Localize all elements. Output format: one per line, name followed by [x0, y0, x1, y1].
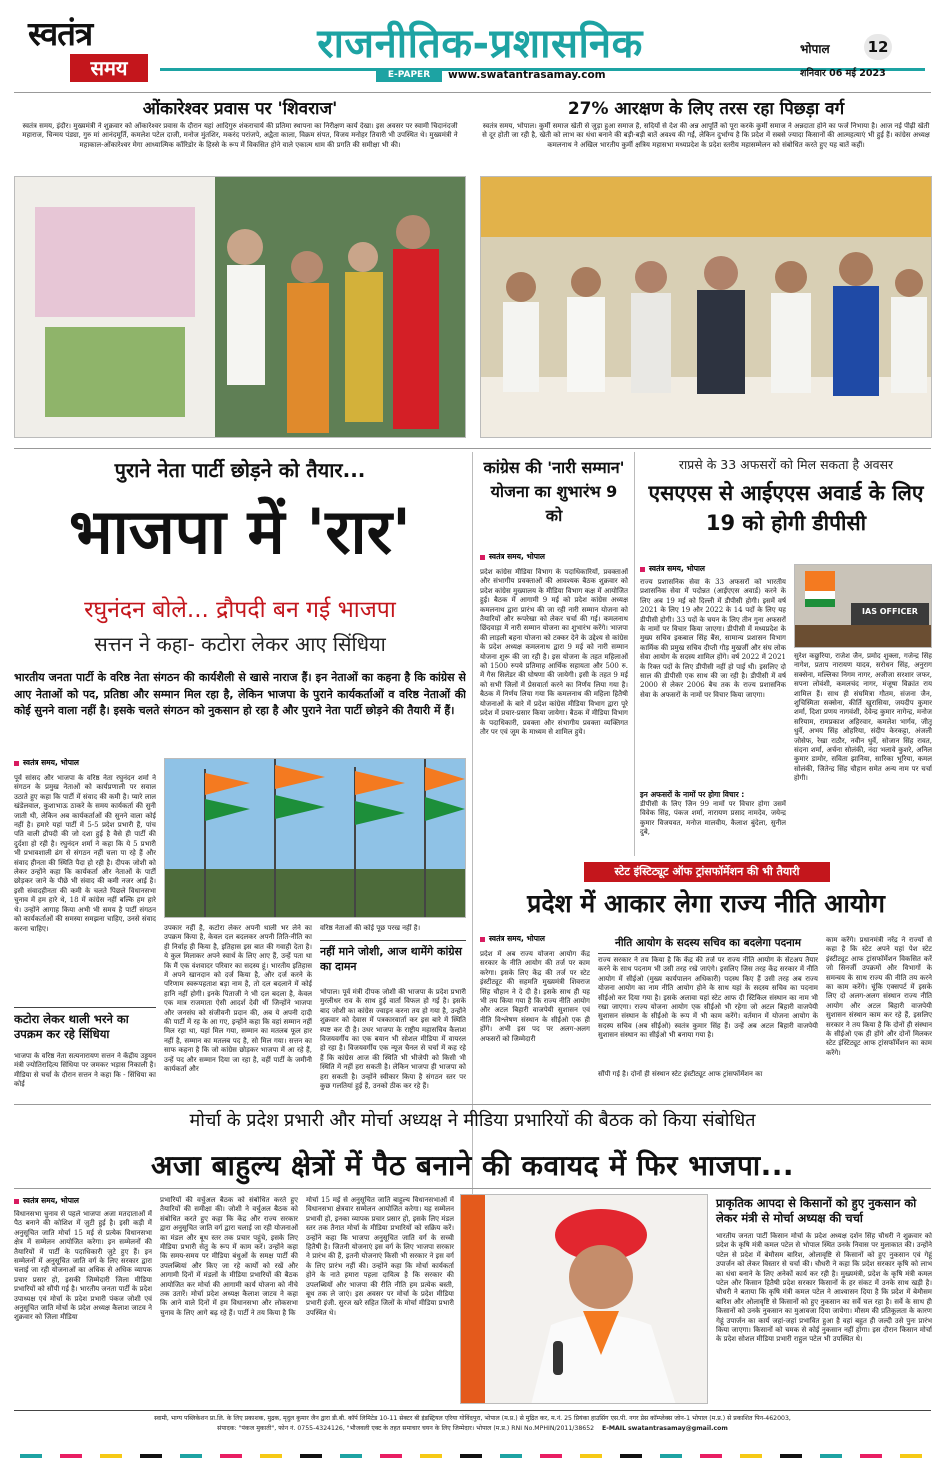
story-kisan-body: भारतीय जनता पार्टी किसान मोर्चा के प्रदेश अध्यक्ष दर्शन सिंह चौधरी ने शुक्रवार को प्रदेश के कृषि मंत्री कमल पटेल से भोपाल स्थित उनके निवास पर मुलाकात की। उन्होंने पटेल से प्रदेश में बेमौसम बारिश, ओलावृष्टि से किसानों को हुए नुकसान एवं गेहूं उपार्जन को लेकर विस्तार से चर्चा की। चौधरी ने कहा कि प्रदेश सरकार कृषि को लाभ का धंधा बनाने के लिए अनेकों कार्य कर रही है। मुख्यमंत्री, प्रदेश के कृषि मंत्री कमल पटेल और किसान हितैषी प्रदेश सरकार किसानों के हर संकट में उनके साथ खड़ी है। चौधरी ने बताया कि कृषि मंत्री कमल पटेल ने आश्वासन दिया है कि प्रदेश में बेमौसम बारिश और ओलावृष्टि से किसानों को हुए नुकसान का सर्वे चल रहा है। सर्वे के साथ ही किसानों को उनके नुकसान का मुआवजा दिया जायेगा। मौसम की प्रतिकूलता के कारण गेहूं उपार्जन का कार्य जहां-जहां प्रभावित हुआ है वहां बहुत ही जल्दी उसे पुनः प्रारंभ किया जाएगा। किसानों को चमक से कोई नुकसान नहीं होगा। इस दौरान किसान मोर्चा के प्रदेश सोशल मीडिया प्रभारी राहुल पटेल भी उपस्थित थे। — [716, 1232, 932, 1344]
story-aja-kicker: मोर्चा के प्रदेश प्रभारी और मोर्चा अध्यक्ष ने मीडिया प्रभारियों की बैठक को किया संबोधित — [189, 1110, 756, 1131]
story-niti-footer-line: सौंपी गई है। दोनों ही संस्थान स्टेट इंस्टीट्यूट आफ ट्रांसफॉर्मेशन का — [598, 1070, 763, 1078]
logo-bottom: समय — [70, 54, 148, 82]
masthead — [0, 0, 945, 92]
story-ias-headline: एसएएस से आईएएस अवार्ड के लिए 19 को होगी डीपीसी — [648, 481, 924, 535]
story-ias-names: सुरेश कछुरिया, राजेश जैन, प्रमोद शुक्ला, गजेन्द्र सिंह नागेश, प्रताप नारायण यादव, सरोधन सिंह, अनुराग सक्सेना, मल्लिका निगम नागर, अजीजा सरशार जफर, सपना लोवंशी, कमलचंद नागर, मंजूषा विक्रांत राय शामिल हैं। साथ ही संघमित्रा गौतम, संजना जैन, शुचिस्मिता सक्सेना, कीर्ति खुरासिया, जयदीप कुमार शर्मा, दिशा प्रणय नागवंशी, देवेन्द्र कुमार नागेन्द्र, मनोज सरियाम, रामप्रकाश अहिरवार, कमलेश भार्गव, जीतू धुर्वे, अभय सिंह ओहरिया, संदीप केरकट्टा, अंजली जोसेफ, रेखा राठौर, नवीन धुर्वे, सोजान सिंह रावत, संदना शर्मा, अर्चना सोलंकी, नंदा भलावे कुशरे, अनिल कुमार डामोर, सविता झानिया, सारिका भूरिया, कमल सोलंकी, जितेन्द्र सिंह चौहान समेत अन्य नाम पर चर्चा होगी। — [794, 652, 932, 783]
box-katora-head: कटोरा लेकर थाली भरने का उपक्रम कर रहे सिंधिया — [14, 1007, 156, 1047]
city-label: भोपाल — [800, 42, 830, 56]
story-bjp-col1: पूर्व सांसद और भाजपा के वरिष्ठ नेता रघुनंदन शर्मा ने संगठन के प्रमुख नेताओं को कार्यप्रणाली पर सवाल उठाते हुए कहा कि पार्टी में संवाद की कमी है। प्यारे लाल खंडेलवाल, कुशाभाऊ ठाकरे के समय कार्यकर्ता की सुनी जाती थी, लेकिन अब कार्यकर्ताओं की सुनने वाला कोई नहीं है। हमारे यहां पार्टी में 5-5 प्रदेश प्रभारी हैं, पांच पति वाली द्रौपदी की जो दशा हुई है वैसे ही पार्टी की दुर्दशा हो रही है। रघुनंदन शर्मा ने कहा कि ये 5 प्रभारी भी प्रभावशाली ढंग से संगठन नहीं चला पा रहे हैं और संवाद हीनता की स्थिति पैदा हो रही है। दीपक जोशी को लेकर उन्होंने कहा कि कार्यकर्ता और नेताओं के पार्टी छोड़कर जाने के पीछे भी संवाद की कमी नजर आई है। इसी संवादहीनता की कमी के चलते पिछले विधानसभा चुनाव में हम हारे थे, 18 में कांग्रेस नहीं बल्कि हम हारे थे। उन्होंने आगाह किया अभी भी समय है पार्टी संगठन को कार्यकर्ताओं की समस्या समझना चाहिए, उनसे संवाद करना चाहिए। — [14, 774, 156, 933]
photo-ias-sign — [794, 564, 932, 648]
story-bjp-headline: भाजपा में 'रार' — [69, 495, 411, 568]
story-aja — [14, 1194, 454, 1402]
story-kisan-headline: प्राकृतिक आपदा से किसानों को हुए नुकसान को लेकर मंत्री से मोर्चा अध्यक्ष की चर्चा — [716, 1196, 917, 1225]
story-bjp-sub1: रघुनंदन बोले... द्रौपदी बन गई भाजपा — [84, 597, 396, 623]
story-nari-byline: स्वतंत्र समय, भोपाल — [480, 552, 545, 562]
story-aja-col1: विधानसभा चुनाव से पहले भाजपा अजा मतदाताओं में पैठ बनाने की कोशिश में जुटी हुई है। इसी कड़ी में अनुसूचित जाति मोर्चा 15 मई से प्रत्येक विधानसभा क्षेत्र में सम्मेलन आयोजित करेगा। इन सम्मेलनों की तैयारियों में पार्टी के पदाधिकारी जुटे हुए हैं। इन सम्मेलनों में अनुसूचित जाति वर्ग के लिए सरकार द्वारा चलाई जा रही योजनाओं का अधिक से अधिक व्यापक प्रचार प्रसार हो, इसकी जिम्मेदारी जिला मीडिया प्रभारियों को सौंपी गई है। भारतीय जनता पार्टी के प्रदेश उपाध्यक्ष एवं मोर्चा के प्रदेश प्रभारी पंकज जोशी एवं अनुसूचित जाति मोर्चा के प्रदेश अध्यक्ष कैलाश जाटव ने शुक्रवार को जिला मीडिया — [14, 1210, 152, 1322]
story-ias-body2: डीपीसी के लिए जिन 99 नामों पर विचार होगा उसमें विवेक सिंह, पंकज शर्मा, नारायण प्रसाद नामदेव, जयेन्द्र कुमार विजयवत, मनोज मालवीय, कैलाश बुंदेला, सुनील दुबे, — [640, 800, 786, 837]
page-number: 12 — [864, 34, 892, 60]
story-aja-headline: अजा बाहुल्य क्षेत्रों में पैठ बनाने की कवायद में फिर भाजपा... — [150, 1149, 795, 1182]
logo-top: स्वतंत्र — [28, 14, 93, 53]
story-bjp-col2: उपकार नहीं है, कटोरा लेकर अपनी थाली भर लेने का उपक्रम किया है, केवल दल बदलकर अपनी तिति-नीति का ही निर्वाह ही किया है, इतिहास इस बात की गवाही देता है। ये कुल मिलाकर अपने स्वार्थ के लिए आए हैं, उन्हें पता था कि मैं एक वंशवादर परिवार का सदस्य हूं। भारतीय इतिहास में अपने खानदान को दर्ज किया है, और दर्ज करने के परिणाम स्वरूपहताश बड़ा नाम है, तो दल बदलाने में कोई हानि नहीं होगी। इनके पिताजी ने भी दल बदला है, केवल एक मात्र राजमाता ऐसी आदर्श देवी थीं जिन्होंने भाजपा और जनसंघ को संजीवनी प्रदान की, अब ये अपनी दादी की पार्टी में रह के आ गए, इन्होंने कहा कि वहां सम्मान नहीं मिल रहा था, यहां मिल गया, सम्मान का मतलब फूल हार नहीं है, सम्मान का मतलब पद है, सो मिल गया। सत्तन का साफ कहना है कि जो कांग्रेस छोड़कर भाजपा में आ रहे हैं, उन्हें पद और सम्मान दिया जा रहा है, वहीं पार्टी के जमीनी कार्यकर्ता और — [164, 924, 312, 1074]
story-niti-kicker: स्टेट इंस्टिट्यूट ऑफ ट्रांसफॉर्मेशन की भी तैयारी — [584, 862, 830, 882]
story-ias-subhead: इन अफसरों के नामों पर होगा विचार : — [640, 790, 745, 799]
story-aja-col2: प्रभारियों की वर्चुअल बैठक को संबोधित करते हुए तैयारियों की समीक्षा की। जोशी ने वर्चुअल बैठक को संबोधित करते हुए कहा कि केंद्र और राज्य सरकार द्वारा अनुसूचित जाति वर्ग द्वारा चलाई जा रही योजनाओं का मंडल और बूथ स्तर तक प्रचार पहुंचे, इसके लिए मीडिया प्रभारी सेतु के रूप में काम करें। उन्होंने कहा कि समय-समय पर मीडिया बंधुओं के समक्ष पार्टी की उपलब्धियां और किए जा रहे कार्यों को रखें और आगामी दिनों में मंडलों के मीडिया प्रभारियों की बैठक आयोजित कर मोर्चा की आगामी कार्य योजना को नीचे तक उतारें। मोर्चा प्रदेश अध्यक्ष कैलाश जाटव ने कहा कि आने वाले दिनों में हम विधानसभा और लोकसभा चुनाव के लिए आगे बढ़ रहे हैं। पार्टी ने तय किया है कि — [160, 1196, 298, 1317]
story-ias-kicker: राप्रसे के 33 अफसरों को मिल सकता है अवसर — [678, 457, 894, 472]
box-niti-body: राज्य सरकार ने तय किया है कि केंद्र की तर्ज पर राज्य नीति आयोग के सेटअप तैयार करने के साथ पदनाम भी उसी तरह रखे जाएंगे। इसलिए जिस तरह केंद्र सरकार में नीति आयोग में सीईओ (मुख्य कार्यपालन अधिकारी) पदस्थ किए हैं उसी तरह अब राज्य योजना आयोग का नाम नीति आयोग होने के साथ यहां के सदस्य सचिव का पदनाम सीईओ कर दिया गया है। इसके अलावा यहां स्टेट आफ दी स्टिकिल संस्थान का नाम भी रखा जाएगा। राज्य योजना आयोग एक सीईओ भी रहेगा जो अटल बिहारी वाजपेयी सुशासन संस्थान के सीईओ के रूप में भी काम करेंगे। वर्तमान में योजना आयोग के सदस्य सचिव (अब सीईओ) स्वतंत्र कुमार सिंह हैं। उन्हें अब अटल बिहारी वाजपेयी सुशासन संस्थान का सीईओ भी बनाया गया है। — [598, 956, 818, 1040]
issue-date: शनिवार 06 मई 2023 — [800, 68, 886, 79]
box-niti-head: नीति आयोग के सदस्य सचिव का बदलेगा पदनाम — [598, 936, 818, 954]
footer-email-label: E-MAIL — [602, 1424, 627, 1432]
story-bjp-col3: भोपाल। पूर्व मंत्री दीपक जोशी की भाजपा के प्रदेश प्रभारी मुरलीधर राव के साथ हुई वार्ता विफल हो गई है। इसके बाद जोशी का कांग्रेस ज्वाइन करना तय हो गया है, उन्होंने शुक्रवार को देवास में पत्रकारवार्ता कर इस बारे में स्थिति स्पष्ट कर दी है। उधर भाजपा के राष्ट्रीय महासचिव कैलाश विजयवर्गीय का एक बयान भी सोशल मीडिया में वायरल हो रहा है। विजयवर्गीय एक न्यूज चैनल से चर्चा में कह रहे हैं कि कांग्रेस आज की स्थिति भी भीजेपी को किसी भी स्थिति में नहीं हरा सकती है। लेकिन भाजपा ही भाजपा को हरा सकती है। उन्होंने स्वीकार किया है संगठन स्तर पर कुछ गलतियां हुई हैं, उनको ठीक कर रहे हैं। — [320, 988, 466, 1091]
photo-bjp-flags — [164, 758, 466, 918]
box-joshi-head: नहीं माने जोशी, आज थामेंगे कांग्रेस का दामन — [320, 940, 466, 984]
story-niti-col3: काम करेंगे। प्रधानमंत्री नरेंद्र ने राज्यों से कहा है कि स्टेट अपने यहां पेश स्टेट इंस्टीट्यूट आफ ट्रांसफॉर्मेशन विकसित करें जो सिनर्जी उपक्रमों और विभागों के समन्वय के साथ राज्य की नीति तय करने का काम करेंगे। चूंकि एक्सपर्ट में इसके लिए दो अलग-अलग संस्थान राज्य नीति आयोग और अटल बिहारी वाजपेयी सुशासन संस्थान काम कर रहे हैं, इसलिए सरकार ने तय किया है कि दोनों ही संस्थान के सीईओ एक ही होंगे और दोनों मिलकर स्टेट इंस्टिट्यूट आफ ट्रांसफॉर्मेशन का काम करेंगे। — [826, 936, 932, 1057]
story-nari-body: प्रदेश कांग्रेस मीडिया विभाग के पदाधिकारियों, प्रवक्ताओं और संभागीय प्रवक्ताओं की आवश्यक बैठक शुक्रवार को प्रदेश कांग्रेस मुख्यालय के मीडिया विभाग कक्ष में आयोजित हुई। बैठक में आगामी 9 मई को प्रदेश कांग्रेस अध्यक्ष कमलनाथ द्वारा प्रारंभ की जा रही नारी सम्मान योजना को तैयारियों और रूपरेखा को लेकर चर्चा की गई। कमलनाथ छिंदवाड़ा में नारी सम्मान योजना का शुभारंभ करेंगे। भाजपा की लाड़ली बहना योजना को टक्कर देने के उद्देश्य से कांग्रेस के प्रदेश अध्यक्ष कमलनाथ द्वारा 9 मई को नारी सम्मान योजना शुरू की जा रही है। इस योजना के तहत महिलाओं को 1500 रुपये प्रतिमाह आर्थिक सहायता और 500 रु. में गैस सिलेंडर की घोषणा की जायेगी। इसी के तहत 9 मई को सभी जिलों में प्रेसवार्ता करने का निर्णय लिया गया है। बैठक में निर्णय लिया गया कि कमलनाथ की महिला हितैषी योजनाओं के बारे में प्रदेश कांग्रेस मीडिया विभाग द्वारा पूरे प्रदेश में प्रचार-प्रसार किया जायेगा। बैठक में मीडिया विभाग के पदाधिकारी, प्रवक्ता और संभागीय प्रवक्ता व्यक्तिगत तौर पर एवं जूम के माध्यम से शामिल हुये। — [480, 568, 628, 736]
story-obc-body: स्वतंत्र समय, भोपाल। कुर्मी समाज खेती से जुड़ा हुआ समाज है, सदियों से देश की अन्न आपूर्ति को पूरा करके कुर्मी समाज ने अन्नदाता होने का फर्ज निभाया है। आज नई पीढ़ी खेती से दूर होती जा रही है, खेती को लाभ का धंधा बनाने की बड़ी-बड़ी बातें अवश्य की गईं, लेकिन दुर्भाग्य है कि प्रदेश में सबसे ज्यादा किसानों की आत्महत्याएं भी हुई हैं। कांग्रेस अध्यक्ष कमलनाथ ने अखिल भारतीय कुर्मी क्षत्रिय महासभा मध्यप्रदेश के प्रदेश स्तरीय महासम्मेलन को संबोधित करते हुए यह बातें कहीं। — [482, 122, 930, 149]
photo-kurmi-sammelan — [480, 176, 932, 438]
footer-editor: संपादक: "पंकज मुकाती", फोन नं. 0755-4324126, "भौजवली एक्ट के तहत समाचार चयन के लिए जिम्मेदार। भोपाल (म.प्र.) RNI No.MPHIN/2011/38652 — [217, 1424, 595, 1432]
story-ias-dpc — [640, 452, 932, 856]
story-bjp-sub2: सत्तन ने कहा- कटोरा लेकर आए सिंधिया — [94, 632, 386, 656]
story-ias-byline: स्वतंत्र समय, भोपाल — [640, 564, 705, 574]
box-katora-body: भाजपा के वरिष्ठ नेता सत्यनारायण सत्तन ने केंद्रीय उड्डयन मंत्री ज्योतिरादित्य सिंधिया पर जमकर भड़ास निकाली है। मीडिया से चर्चा के दौरान सत्तन ने कहा कि - सिंधिया का कोई — [14, 1052, 156, 1089]
story-bjp-intro: भारतीय जनता पार्टी के वरिष्ठ नेता संगठन की कार्यशैली से खासे नाराज हैं। इन नेताओं का कहना है कि कांग्रेस से आए नेताओं को पद, प्रतिष्ठा और सम्मान मिल रहा है, लेकिन भाजपा के पुराने कार्यकर्ताओं व वरिष्ठ नेताओं की कोई सुनने वाला नहीं है। इसके चलते संगठन को नुकसान हो रहा है और पुराने नेता पार्टी छोड़ने की तैयारी में हैं। — [14, 671, 466, 717]
epaper-badge: E-PAPER — [376, 68, 442, 82]
footer-imprint-line1: स्वामी, भाग्य पब्लिकेशन प्रा.लि. के लिए प्रकाशक, मुद्रक, मृदुल कुमार जैन द्वारा डी.बी. कॉर्प लिमिटेड 10-11 सेक्टर बी इंडस्ट्रियल एरिया गोविंदपुरा, भोपाल (म.प्र.) से मुद्रित कर, म.नं. 25 प्रियंका हाउसिंग एस.पी. नगर प्रेस कॉम्प्लेक्स जोन-1 भोपाल (म.प्र.) से प्रकाशित पिन-462003, — [154, 1415, 791, 1422]
story-bjp-col3-top: वरिष्ठ नेताओं की कोई पूछ परख नहीं है। — [320, 924, 421, 932]
story-aja-byline: स्वतंत्र समय, भोपाल — [14, 1196, 79, 1206]
section-title: राजनीतिक-प्रशासनिक — [317, 21, 643, 67]
photo-omkareshwar — [14, 176, 466, 438]
story-aja-col3: मोर्चा 15 मई से अनुसूचित जाति बाहुल्य विधानसभाओं में विधानसभा क्षेत्रवार सम्मेलन आयोजित करेगा। यह सम्मेलन प्रभावी हो, इनका व्यापक प्रचार प्रसार हो, इसके लिए मंडल स्तर तक तैनात मोर्चा के मीडिया प्रभारियों को सक्रिय करें। उन्होंने कहा कि भाजपा अनुसूचित जाति वर्ग के सच्ची हितैषी है। जितनी योजनाएं इस वर्ग के लिए भाजपा सरकार ने प्रारंभ की हैं, इतनी योजनाएं किसी भी सरकार ने इस वर्ग के लिए प्रारंभ नहीं की। उन्होंने कहा कि मोर्चा कार्यकर्ता होने के नाते हमारा पहला दायित्व है कि सरकार की उपलब्धियों और भाजपा की रीति नीति हम प्रत्येक बस्ती, बूथ तक ले जाएं। इस अवसर पर मोर्चा के प्रदेश मीडिया प्रभारी इंजी. सुरज खरे सहित जिलों के मोर्चा मीडिया प्रभारी उपस्थित थे। — [306, 1196, 454, 1317]
story-obc-headline: 27% आरक्षण के लिए तरस रहा पिछड़ा वर्ग — [567, 99, 845, 119]
footer-imprint-line2 — [14, 1424, 931, 1434]
story-bjp-kicker: पुराने नेता पार्टी छोड़ने को तैयार... — [114, 458, 366, 482]
story-obc-reservation — [480, 96, 932, 444]
story-omkareshwar-body: स्वतंत्र समय, इंदौर। मुख्यमंत्री ने शुक्रवार को ओंकारेश्वर प्रवास के दौरान यहां आदिगुरु शंकराचार्य की प्रतिमा स्थापना का निरीक्षण कार्य देखा। इस अवसर पर स्वामी चिदानंदजी महाराज, चिन्मय पंड्या, गुरु मां आनंदमूर्ति, कमलेश पटेल दाजी, मनोज मुंतशिर, मकरंद परांजपे, अद्वैता काला, विक्रम संपत, विजय मनोहर तिवारी भी उपस्थित थे। मुख्यमंत्री ने महाकाल-ओंकारेश्वर मेगा आध्यात्मिक कॉरिडोर के हिस्से के रूप में विकसित होने वाले एकात्म धाम की प्रगति की समीक्षा भी की। — [22, 122, 458, 149]
story-kisan — [716, 1194, 932, 1404]
story-niti-byline: स्वतंत्र समय, भोपाल — [480, 934, 545, 944]
story-bjp-byline: स्वतंत्र समय, भोपाल — [14, 758, 79, 768]
story-niti-headline: प्रदेश में आकार लेगा राज्य नीति आयोग — [527, 889, 885, 918]
story-nari-samman — [480, 452, 628, 872]
story-omkareshwar — [14, 96, 466, 444]
story-niti-aayog — [480, 860, 932, 1100]
registration-strip — [0, 1446, 945, 1468]
website-link[interactable]: www.swatantrasamay.com — [448, 69, 606, 81]
story-nari-headline: कांग्रेस की 'नारी सम्मान' योजना का शुभारंभ 9 को — [483, 458, 625, 525]
story-omkareshwar-headline: ओंकारेश्वर प्रवास पर 'शिवराज' — [142, 99, 338, 119]
footer-email[interactable]: swatantrasamay@gmail.com — [628, 1424, 728, 1432]
ias-sign-text: IAS OFFICER — [862, 607, 918, 616]
story-ias-body: राज्य प्रशासनिक सेवा के 33 अफसरों को भारतीय प्रशासनिक सेवा में पदोन्नत (आईएएस अवार्ड) करने के लिए अब 19 मई को दिल्ली में डीपीसी होगी। इसमें वर्ष 2021 के लिए 19 और 2022 के 14 पदों के लिए यह डीपीसी होगी। 33 पदों के चयन के लिए तीन गुना अफसरों के नामों पर विचार किया जाएगा। डीपीसी में मध्यप्रदेश के मुख्य सचिव इकबाल सिंह बैंस, सामान्य प्रशासन विभाग कार्मिक की प्रमुख सचिव दीप्ती गौड़ मुखर्जी और संघ लोक सेवा आयोग के सदस्य शामिल होंगे। वर्ष 2022 में 2021 के रिक्त पदों के लिए डीपीसी नहीं हो पाई थी। इसलिए दो साल की डीपीसी एक साथ की जा रही है। डीपीसी में वर्ष 2000 से लेकर 2006 बैच तक के राज्य प्रशासनिक सेवा के अफसरों के नामों पर विचार किया जाएगा। — [640, 578, 786, 699]
story-niti-col1: प्रदेश में अब राज्य योजना आयोग केंद्र सरकार के नीति आयोग की तर्ज पर काम करेगा। इसके लिए केंद्र की तर्ज पर स्टेट इंस्टीट्यूट की सहमति मुख्यमंत्री शिवराज सिंह चौहान ने दे दी है। इसके साथ ही यह भी तय किया गया है कि राज्य नीति आयोग और अटल बिहारी वाजपेयी सुशासन एवं नीति विश्लेषण संस्थान के सीईओ एक ही होंगे। अभी इस पद पर अलग-अलग अफसरों को जिम्मेदारी — [480, 950, 590, 1043]
photo-kisan-morcha-leader — [460, 1194, 708, 1404]
